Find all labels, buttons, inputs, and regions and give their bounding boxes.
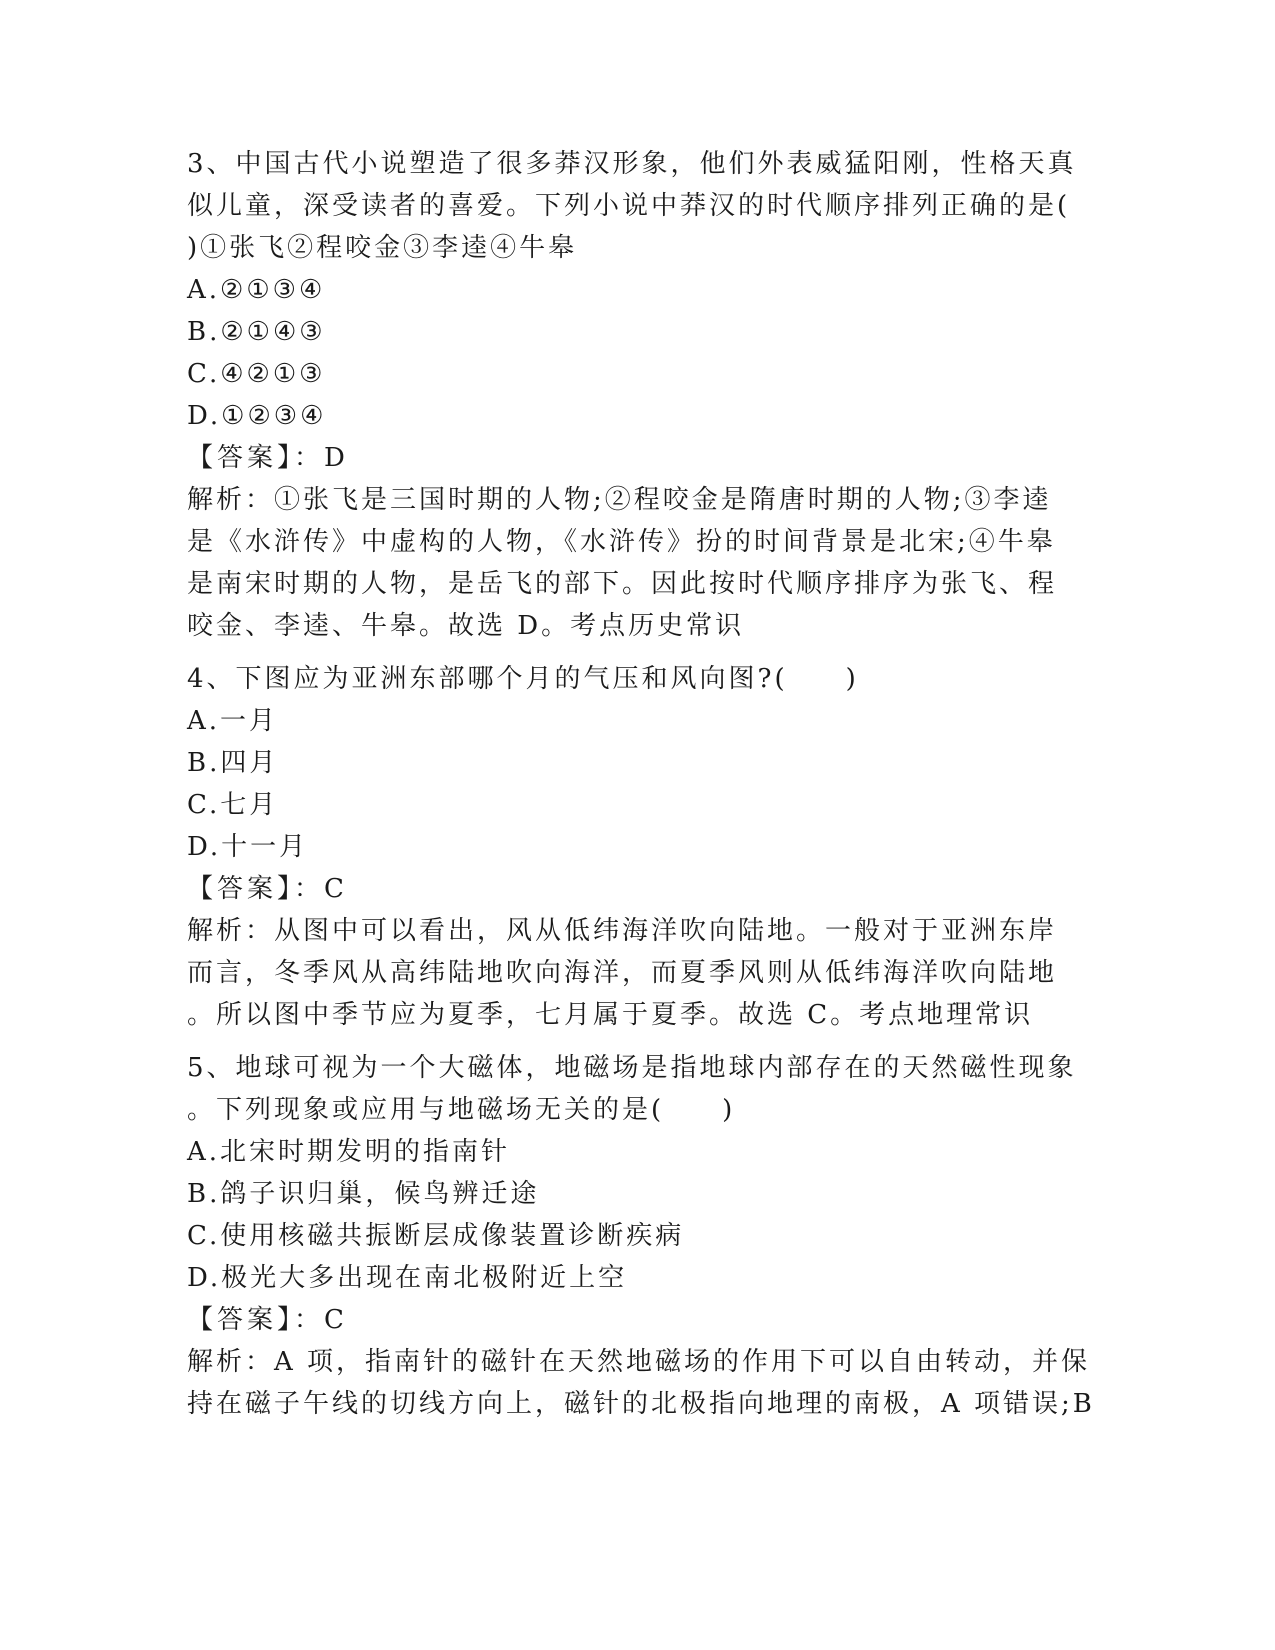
answer-label: 【答案】： [187, 443, 325, 473]
option-b: B.四月 [187, 748, 279, 778]
question-stem-line: )①张飞②程咬金③李逵④牛皋 [187, 233, 578, 263]
question-4 [187, 658, 1087, 1036]
answer-line [187, 1299, 1087, 1341]
answer-value: D [324, 443, 348, 473]
analysis-line: 而言，冬季风从高纬陆地吹向海洋，而夏季风则从低纬海洋吹向陆地 [187, 958, 1058, 988]
option-c: C.使用核磁共振断层成像装置诊断疾病 [187, 1221, 685, 1251]
option-d: D.极光大多出现在南北极附近上空 [187, 1263, 628, 1293]
analysis-line: 是南宋时期的人物，是岳飞的部下。因此按时代顺序排序为张飞、程 [187, 569, 1058, 599]
answer-value: C [324, 1305, 347, 1335]
analysis-line: 咬金、李逵、牛皋。故选 D。考点历史常识 [187, 611, 745, 641]
answer-line [187, 437, 1087, 479]
analysis-line: 解析：①张飞是三国时期的人物;②程咬金是隋唐时期的人物;③李逵 [187, 485, 1052, 515]
answer-label: 【答案】： [187, 874, 325, 904]
question-stem-line: 似儿童，深受读者的喜爱。下列小说中莽汉的时代顺序排列正确的是( [187, 191, 1071, 221]
answer-label: 【答案】： [187, 1305, 325, 1335]
question-stem-line: 4、下图应为亚洲东部哪个月的气压和风向图?( ) [187, 664, 859, 694]
answer-value: C [324, 874, 347, 904]
option-b: B.②①④③ [187, 317, 326, 347]
answer-line [187, 868, 1087, 910]
question-3 [187, 143, 1087, 647]
question-stem-line: 5、地球可视为一个大磁体，地磁场是指地球内部存在的天然磁性现象 [187, 1053, 1077, 1083]
analysis-line: 。所以图中季节应为夏季，七月属于夏季。故选 C。考点地理常识 [187, 1000, 1034, 1030]
analysis-line: 解析：A 项，指南针的磁针在天然地磁场的作用下可以自由转动，并保 [187, 1347, 1091, 1377]
document-content [187, 143, 1095, 1436]
option-d: D.十一月 [187, 832, 309, 862]
option-c: C.④②①③ [187, 359, 326, 389]
option-c: C.七月 [187, 790, 279, 820]
option-b: B.鸽子识归巢，候鸟辨迁途 [187, 1179, 540, 1209]
analysis-line: 是《水浒传》中虚构的人物，《水浒传》扮的时间背景是北宋;④牛皋 [187, 527, 1056, 557]
question-stem-line: 3、中国古代小说塑造了很多莽汉形象，他们外表威猛阳刚，性格天真 [187, 149, 1077, 179]
option-a: A.北宋时期发明的指南针 [187, 1137, 511, 1167]
option-a: A.一月 [187, 706, 279, 736]
analysis-line: 持在磁子午线的切线方向上，磁针的北极指向地理的南极，A 项错误;B [187, 1389, 1095, 1419]
analysis-line: 解析：从图中可以看出，风从低纬海洋吹向陆地。一般对于亚洲东岸 [187, 916, 1058, 946]
question-stem-line: 。下列现象或应用与地磁场无关的是( ) [187, 1095, 736, 1125]
question-5 [187, 1047, 1095, 1425]
option-a: A.②①③④ [187, 275, 326, 305]
option-d: D.①②③④ [187, 401, 327, 431]
